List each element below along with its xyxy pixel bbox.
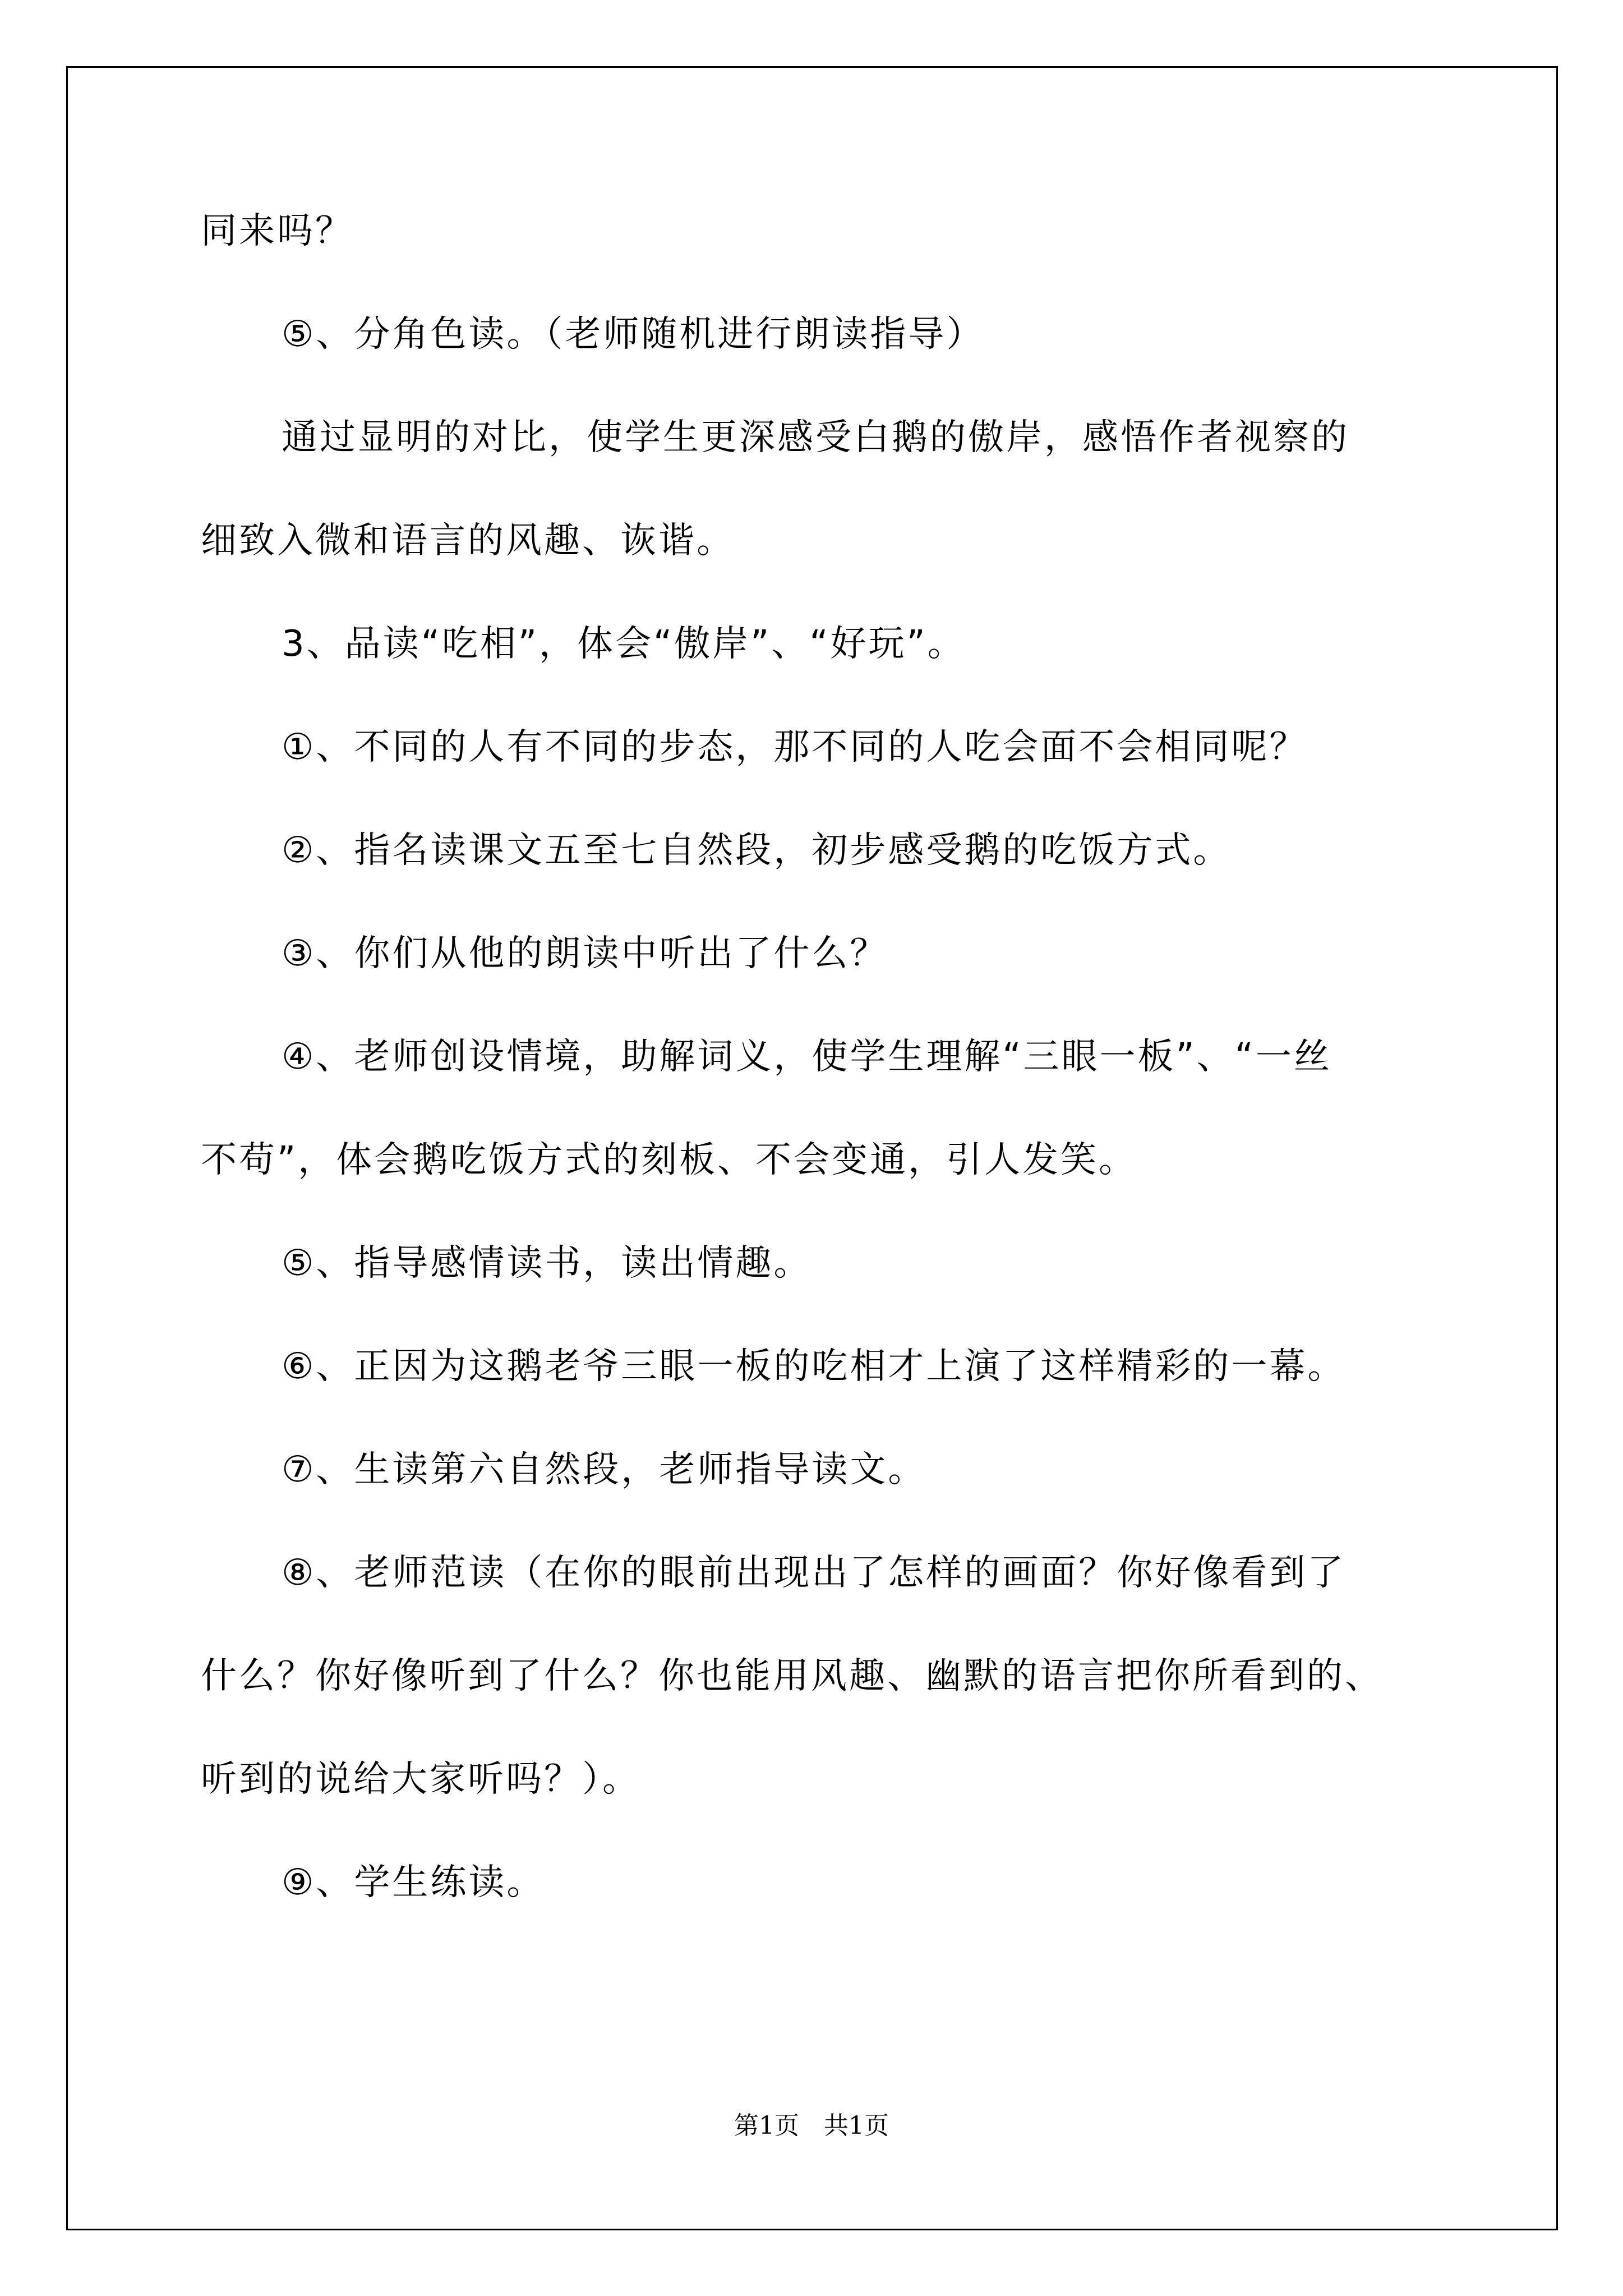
text-line: 同来吗？ [201, 210, 353, 252]
text-line: ④、老师创设情境，助解词义，使学生理解“三眼一板”、“一丝 [282, 1036, 1332, 1078]
text-line: ⑨、学生练读。 [282, 1862, 545, 1903]
text-line: 通过显明的对比，使学生更深感受白鹅的傲岸，感悟作者视察的 [282, 417, 1349, 458]
text-line: 什么？你好像听到了什么？你也能用风趣、幽默的语言把你所看到的、 [201, 1655, 1383, 1697]
text-line: ⑥、正因为这鹅老爷三眼一板的吃相才上演了这样精彩的一幕。 [282, 1346, 1346, 1387]
page-footer [0, 2110, 1623, 2142]
text-line: ⑤、分角色读。（老师随机进行朗读指导） [282, 314, 985, 355]
text-line: ⑤、指导感情读书，读出情趣。 [282, 1243, 812, 1284]
text-line: 不苟”，体会鹅吃饭方式的刻板、不会变通，引人发笑。 [201, 1139, 1137, 1181]
page-total: 共1页 [824, 2111, 889, 2140]
text-line: ⑧、老师范读（在你的眼前出现出了怎样的画面？你好像看到了 [282, 1552, 1346, 1594]
text-line: 听到的说给大家听吗？）。 [201, 1759, 640, 1800]
text-line: ①、不同的人有不同的步态，那不同的人吃会面不会相同呢？ [282, 726, 1308, 768]
text-line: 3、品读“吃相”，体会“傲岸”、“好玩”。 [282, 623, 966, 665]
text-line: ③、你们从他的朗读中听出了什么？ [282, 933, 888, 974]
text-line: 细致入微和语言的风趣、诙谐。 [201, 520, 735, 562]
text-line: ⑦、生读第六自然段，老师指导读文。 [282, 1449, 926, 1490]
text-line: ②、指名读课文五至七自然段，初步感受鹅的吃饭方式。 [282, 830, 1232, 871]
page-number: 第1页 [734, 2111, 799, 2140]
